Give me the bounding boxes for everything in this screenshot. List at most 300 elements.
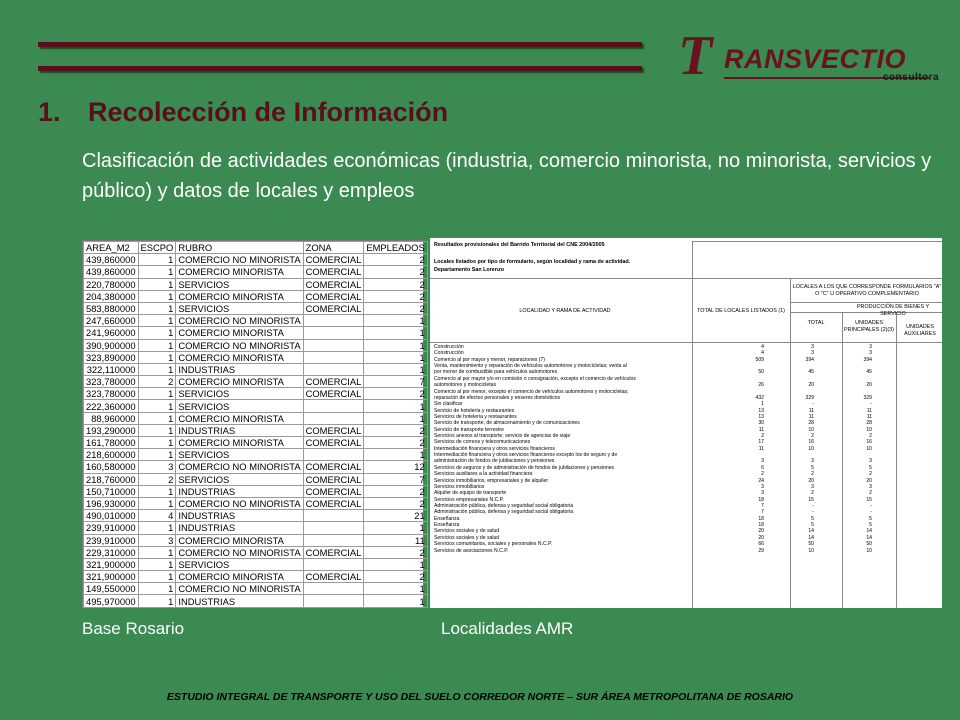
cell-rubro: SERVICIOS xyxy=(176,302,303,314)
cell-escpo: 1 xyxy=(138,254,176,266)
amr-header-group: LOCALES A LOS QUE CORRESPONDE FORMULARIOS "A" O "C" U OPERATIVO COMPLEMENTARIO xyxy=(792,284,942,297)
cell-area: 495,970000 xyxy=(84,595,139,607)
amr-cell-principales: 15 xyxy=(866,496,872,503)
cell-zona xyxy=(303,327,364,339)
amr-cell-subtotal: 50 xyxy=(808,541,814,548)
amr-cell-activity: Servicios de asociaciones N.C.P. xyxy=(434,547,509,554)
amr-row xyxy=(434,548,942,554)
amr-cell-total: 6 xyxy=(761,464,764,471)
cell-empleados: 1 xyxy=(364,449,427,461)
amr-cell-subtotal: - xyxy=(812,502,814,509)
amr-cell-total: 3 xyxy=(761,483,764,490)
cell-area: 150,710000 xyxy=(84,485,139,497)
amr-cell-principales: 10 xyxy=(866,547,872,554)
amr-cell-activity: reparación de efectos personales y enseres domésticos xyxy=(434,394,560,401)
cell-area: 193,290000 xyxy=(84,424,139,436)
cell-empleados: 1 xyxy=(364,315,427,327)
amr-cell-principales: 2 xyxy=(869,490,872,497)
amr-cell-subtotal: 3 xyxy=(811,344,814,350)
amr-cell-activity: Administración pública, defensa y seguridad social obligatoria xyxy=(434,502,574,509)
amr-cell-subtotal: 3 xyxy=(811,483,814,490)
amr-grid-line xyxy=(692,241,942,242)
amr-cell-activity: Servicio de transporte terrestre xyxy=(434,426,504,433)
cell-rubro: COMERCIO MINORISTA xyxy=(176,290,303,302)
cell-area: 321,900000 xyxy=(84,571,139,583)
cell-zona: COMERCIAL xyxy=(303,437,364,449)
amr-cell-principales: 45 xyxy=(866,369,872,376)
cell-zona: COMERCIAL xyxy=(303,461,364,473)
amr-cell-principales: 28 xyxy=(866,420,872,427)
amr-cell-activity: Servicio de transporte, de almacenamiento y de comunicaciones xyxy=(434,420,580,427)
cell-rubro: COMERCIO MINORISTA xyxy=(176,376,303,388)
amr-cell-subtotal: 2 xyxy=(811,471,814,478)
cell-rubro: INDUSTRIAS xyxy=(176,510,303,522)
cell-area: 323,890000 xyxy=(84,351,139,363)
page-title xyxy=(38,97,448,128)
table-row xyxy=(84,266,428,278)
cell-empleados: 2 xyxy=(364,571,427,583)
cell-zona: COMERCIAL xyxy=(303,497,364,509)
cell-zona: COMERCIAL xyxy=(303,473,364,485)
table-row xyxy=(84,376,428,388)
amr-cell-activity: Comercio al por menor, excepto el comercio de vehículos automotores y motocicletas; xyxy=(434,388,629,395)
cell-empleados: 2 xyxy=(364,424,427,436)
amr-cell-activity: Servicios auxiliares a la actividad financiera xyxy=(434,471,533,478)
amr-cell-activity: Servicios inmobiliarios, empresariales y de alquiler xyxy=(434,477,549,484)
amr-cell-activity: Servicios sociales y de salud xyxy=(434,534,500,541)
amr-cell-principales: 3 xyxy=(869,458,872,465)
amr-cell-principales: 3 xyxy=(869,350,872,357)
cell-area: 321,900000 xyxy=(84,558,139,570)
amr-cell-subtotal: 15 xyxy=(808,496,814,503)
cell-empleados: 1 xyxy=(364,583,427,595)
cell-area: 439,860000 xyxy=(84,266,139,278)
amr-cell-subtotal: 394 xyxy=(805,356,814,363)
amr-cell-activity: Servicios comunitarios, sociales y personales N.C.P. xyxy=(434,541,553,548)
amr-cell-subtotal: 5 xyxy=(811,515,814,522)
cell-rubro: COMERCIO NO MINORISTA xyxy=(176,339,303,351)
cell-rubro: SERVICIOS xyxy=(176,558,303,570)
table-row xyxy=(84,400,428,412)
amr-cell-total: 20 xyxy=(758,528,764,535)
col-header-empleados: EMPLEADOS xyxy=(364,242,427,254)
cell-rubro: SERVICIOS xyxy=(176,388,303,400)
cell-escpo: 1 xyxy=(138,388,176,400)
table-row xyxy=(84,424,428,436)
amr-header-total: TOTAL DE LOCALES LISTADOS (1) xyxy=(697,308,785,314)
amr-cell-subtotal: 28 xyxy=(808,420,814,427)
amr-cell-subtotal: 2 xyxy=(811,433,814,440)
amr-header-activity: LOCALIDAD Y RAMA DE ACTIVIDAD xyxy=(519,308,611,314)
cell-escpo: 1 xyxy=(138,327,176,339)
amr-header-auxiliares: UNIDADES AUXILIARES xyxy=(904,324,936,337)
amr-cell-principales: 50 xyxy=(866,541,872,548)
amr-cell-subtotal: 10 xyxy=(808,426,814,433)
table-row xyxy=(84,412,428,424)
amr-cell-subtotal: 20 xyxy=(808,382,814,389)
cell-zona xyxy=(303,339,364,351)
amr-cell-total: 509 xyxy=(755,356,764,363)
amr-cell-total: 3 xyxy=(761,490,764,497)
amr-cell-total: 13 xyxy=(758,407,764,414)
cell-rubro: COMERCIO MINORISTA xyxy=(176,266,303,278)
cell-rubro: COMERCIO NO MINORISTA xyxy=(176,461,303,473)
table-row xyxy=(84,302,428,314)
amr-cell-subtotal: 5 xyxy=(811,522,814,529)
table-row xyxy=(84,315,428,327)
cell-escpo: 1 xyxy=(138,546,176,558)
cell-empleados: 2 xyxy=(364,302,427,314)
rosario-table xyxy=(83,241,428,608)
section-title: Recolección de Información xyxy=(88,97,449,127)
amr-cell-activity: Venta, mantenimiento y reparación de vehículos automotores y motocicletas; venta al xyxy=(434,363,627,370)
cell-escpo: 1 xyxy=(138,558,176,570)
logo-initial: T xyxy=(678,25,713,87)
cell-area: 490,010000 xyxy=(84,510,139,522)
cell-rubro: INDUSTRIAS xyxy=(176,595,303,607)
amr-cell-principales: 11 xyxy=(866,407,872,414)
cell-empleados: 1 xyxy=(364,363,427,375)
cell-rubro: COMERCIO MINORISTA xyxy=(176,327,303,339)
table-row xyxy=(84,522,428,534)
cell-area: 239,910000 xyxy=(84,534,139,546)
table-row xyxy=(84,571,428,583)
cell-empleados: 12 xyxy=(364,461,427,473)
cell-zona xyxy=(303,595,364,607)
amr-cell-subtotal: 3 xyxy=(811,458,814,465)
amr-cell-activity: Servicio de hotelería y restaurantes xyxy=(434,407,515,414)
rosario-header-row xyxy=(84,242,428,254)
amr-table-image xyxy=(430,238,942,608)
cell-escpo: 1 xyxy=(138,400,176,412)
cell-area: 583,880000 xyxy=(84,302,139,314)
amr-cell-total: 7 xyxy=(761,509,764,516)
cell-zona: COMERCIAL xyxy=(303,424,364,436)
table-row xyxy=(84,534,428,546)
amr-table-body xyxy=(434,344,942,554)
cell-escpo: 1 xyxy=(138,266,176,278)
cell-zona xyxy=(303,510,364,522)
amr-cell-subtotal: 11 xyxy=(808,407,814,414)
cell-zona: COMERCIAL xyxy=(303,388,364,400)
amr-cell-total: 11 xyxy=(758,426,764,433)
cell-zona: COMERCIAL xyxy=(303,485,364,497)
table-row xyxy=(84,290,428,302)
amr-cell-activity: Intermediación financiera y otros servicios financieros excepto los de seguro y de xyxy=(434,452,618,459)
amr-cell-subtotal: 329 xyxy=(805,394,814,401)
cell-zona: COMERCIAL xyxy=(303,546,364,558)
amr-grid-line xyxy=(430,342,942,343)
transvectio-logo xyxy=(674,24,944,88)
amr-cell-total: 2 xyxy=(761,471,764,478)
amr-cell-principales: - xyxy=(870,401,872,408)
amr-cell-subtotal: 14 xyxy=(808,528,814,535)
cell-area: 239,910000 xyxy=(84,522,139,534)
cell-empleados: 1 xyxy=(364,522,427,534)
amr-cell-principales: 5 xyxy=(869,515,872,522)
cell-rubro: SERVICIOS xyxy=(176,400,303,412)
cell-area: 220,780000 xyxy=(84,278,139,290)
amr-cell-principales: 3 xyxy=(869,483,872,490)
amr-title-line: Resultados provisionales del Barrido Territorial del CNE 2004/2005 xyxy=(434,242,605,248)
col-header-rubro: RUBRO xyxy=(176,242,303,254)
table-row xyxy=(84,254,428,266)
cell-zona: COMERCIAL xyxy=(303,278,364,290)
cell-empleados: 1 xyxy=(364,595,427,607)
amr-cell-principales: 2 xyxy=(869,471,872,478)
amr-cell-total: 3 xyxy=(761,458,764,465)
cell-escpo: 2 xyxy=(138,473,176,485)
cell-rubro: COMERCIO MINORISTA xyxy=(176,351,303,363)
cell-rubro: SERVICIOS xyxy=(176,473,303,485)
amr-cell-activity: Servicios anexos al transporte; servicio de agencias de viaje xyxy=(434,433,571,440)
cell-area: 218,600000 xyxy=(84,449,139,461)
cell-rubro: COMERCIO NO MINORISTA xyxy=(176,315,303,327)
amr-header-prod: PRODUCCIÓN DE BIENES Y SERVICIO xyxy=(856,304,930,317)
cell-empleados: 2 xyxy=(364,546,427,558)
amr-cell-subtotal: 3 xyxy=(811,350,814,357)
cell-zona: COMERCIAL xyxy=(303,571,364,583)
amr-cell-subtotal: 20 xyxy=(808,477,814,484)
amr-cell-principales: 2 xyxy=(869,433,872,440)
amr-cell-activity: Enseñanza xyxy=(434,522,460,529)
table-row xyxy=(84,449,428,461)
cell-empleados: 2 xyxy=(364,485,427,497)
cell-area: 149,550000 xyxy=(84,583,139,595)
table-row xyxy=(84,595,428,607)
top-rule-1 xyxy=(38,42,642,47)
table-row xyxy=(84,363,428,375)
logo-subtitle: consultora xyxy=(883,72,940,83)
amr-cell-total: 432 xyxy=(755,394,764,401)
table-row xyxy=(84,510,428,522)
cell-escpo: 1 xyxy=(138,302,176,314)
amr-cell-total: 50 xyxy=(758,369,764,376)
cell-rubro: SERVICIOS xyxy=(176,449,303,461)
cell-zona: COMERCIAL xyxy=(303,266,364,278)
cell-escpo: 3 xyxy=(138,534,176,546)
cell-area: 229,310000 xyxy=(84,546,139,558)
amr-cell-total: 4 xyxy=(761,344,764,350)
cell-empleados: 2 xyxy=(364,388,427,400)
amr-cell-activity: Enseñanza xyxy=(434,515,460,522)
cell-area: 322,110000 xyxy=(84,363,139,375)
cell-empleados: 1 xyxy=(364,327,427,339)
amr-cell-principales: 14 xyxy=(866,528,872,535)
cell-area: 439,860000 xyxy=(84,254,139,266)
amr-grid-line xyxy=(430,278,942,279)
cell-empleados: 7 xyxy=(364,473,427,485)
amr-cell-total: 20 xyxy=(758,534,764,541)
caption-base-rosario: Base Rosario xyxy=(82,619,185,638)
amr-cell-total: 26 xyxy=(758,382,764,389)
amr-cell-total: 30 xyxy=(758,420,764,427)
amr-cell-activity: Servicios de correos y telecomunicaciones xyxy=(434,439,531,446)
section-number: 1. xyxy=(38,97,61,127)
cell-zona xyxy=(303,412,364,424)
section-description: Clasificación de actividades económicas (industria, comercio minorista, no minorista, servicios y público) y datos de locales y empleos xyxy=(82,150,932,202)
cell-area: 161,780000 xyxy=(84,437,139,449)
cell-zona xyxy=(303,400,364,412)
amr-cell-activity: Intermediación financiera y otros servicios financieros xyxy=(434,445,555,452)
cell-escpo: 1 xyxy=(138,278,176,290)
logo-word: RANSVECTIO xyxy=(724,44,907,74)
amr-cell-total: 11 xyxy=(758,445,764,452)
cell-rubro: INDUSTRIAS xyxy=(176,485,303,497)
amr-cell-subtotal: - xyxy=(812,509,814,516)
cell-area: 218,760000 xyxy=(84,473,139,485)
amr-cell-principales: 14 xyxy=(866,534,872,541)
amr-cell-total: 13 xyxy=(758,413,764,420)
table-row xyxy=(84,461,428,473)
amr-cell-principales: - xyxy=(870,502,872,509)
table-row xyxy=(84,546,428,558)
cell-zona: COMERCIAL xyxy=(303,254,364,266)
amr-header-sub-total: TOTAL xyxy=(807,320,825,326)
cell-empleados: 2 xyxy=(364,278,427,290)
cell-area: 196,930000 xyxy=(84,497,139,509)
amr-cell-principales: 394 xyxy=(863,356,872,363)
amr-cell-principales: 329 xyxy=(863,394,872,401)
amr-cell-activity: Servicios sociales y de salud xyxy=(434,528,500,535)
amr-table-titles xyxy=(434,241,694,275)
cell-zona xyxy=(303,351,364,363)
cell-escpo: 2 xyxy=(138,376,176,388)
cell-escpo: 1 xyxy=(138,583,176,595)
cell-rubro: INDUSTRIAS xyxy=(176,522,303,534)
cell-escpo: 1 xyxy=(138,363,176,375)
cell-empleados: 1 xyxy=(364,339,427,351)
cell-empleados: 1 xyxy=(364,351,427,363)
cell-area: 160,580000 xyxy=(84,461,139,473)
cell-rubro: INDUSTRIAS xyxy=(176,363,303,375)
cell-zona xyxy=(303,522,364,534)
cell-area: 204,380000 xyxy=(84,290,139,302)
col-header-area: AREA_M2 xyxy=(84,242,139,254)
cell-rubro: INDUSTRIAS xyxy=(176,424,303,436)
cell-escpo: 1 xyxy=(138,449,176,461)
cell-escpo: 3 xyxy=(138,461,176,473)
table-row xyxy=(84,388,428,400)
cell-area: 241,960000 xyxy=(84,327,139,339)
amr-cell-subtotal: 14 xyxy=(808,534,814,541)
cell-zona xyxy=(303,534,364,546)
amr-cell-subtotal: 16 xyxy=(808,439,814,446)
amr-cell-subtotal: 10 xyxy=(808,547,814,554)
amr-cell-activity: Construcción xyxy=(434,344,464,350)
cell-escpo: 1 xyxy=(138,437,176,449)
cell-rubro: COMERCIO MINORISTA xyxy=(176,437,303,449)
amr-cell-principales: 10 xyxy=(866,445,872,452)
amr-cell-total: 2 xyxy=(761,433,764,440)
cell-empleados: 1 xyxy=(364,400,427,412)
cell-escpo: 1 xyxy=(138,424,176,436)
cell-empleados: 2 xyxy=(364,254,427,266)
cell-zona: COMERCIAL xyxy=(303,302,364,314)
cell-zona xyxy=(303,558,364,570)
cell-escpo: 1 xyxy=(138,522,176,534)
table-row xyxy=(84,437,428,449)
amr-cell-total: 18 xyxy=(758,522,764,529)
amr-cell-principales: 11 xyxy=(866,413,872,420)
cell-area: 323,780000 xyxy=(84,388,139,400)
amr-cell-subtotal: 11 xyxy=(808,413,814,420)
amr-title-line: Departamento San Lorenzo xyxy=(434,267,505,273)
table-row xyxy=(84,339,428,351)
amr-header-principales: UNIDADES PRINCIPALES (2)(3) xyxy=(844,320,894,333)
cell-rubro: COMERCIO NO MINORISTA xyxy=(176,546,303,558)
amr-cell-total: 1 xyxy=(761,401,764,408)
cell-escpo: 1 xyxy=(138,571,176,583)
amr-cell-total: 18 xyxy=(758,515,764,522)
cell-zona: COMERCIAL xyxy=(303,376,364,388)
amr-grid-line xyxy=(790,302,942,303)
cell-rubro: COMERCIO MINORISTA xyxy=(176,534,303,546)
amr-cell-activity: por menor de combustible para vehículos automotores xyxy=(434,369,558,376)
cell-escpo: 1 xyxy=(138,290,176,302)
caption-localidades-amr: Localidades AMR xyxy=(441,619,574,638)
cell-empleados: 21 xyxy=(364,510,427,522)
amr-cell-total: 18 xyxy=(758,496,764,503)
cell-zona xyxy=(303,363,364,375)
amr-cell-principales: 16 xyxy=(866,439,872,446)
cell-empleados: 2 xyxy=(364,497,427,509)
cell-zona: COMERCIAL xyxy=(303,290,364,302)
amr-cell-activity: Servicios empresariales N.C.P. xyxy=(434,496,504,503)
cell-escpo: 1 xyxy=(138,485,176,497)
table-row xyxy=(84,327,428,339)
cell-empleados: 2 xyxy=(364,266,427,278)
amr-cell-activity: Comercio al por mayor y/o en comisión o consignación, excepto el comercio de vehículos xyxy=(434,375,636,382)
amr-cell-activity: Alquiler de equipo de transporte xyxy=(434,490,507,497)
cell-empleados: 2 xyxy=(364,437,427,449)
amr-cell-activity: Comercio al por mayor y menor, reparaciones (7) xyxy=(434,356,545,363)
amr-cell-activity: Sin clasificar xyxy=(434,401,463,408)
amr-cell-subtotal: 45 xyxy=(808,369,814,376)
amr-cell-total: 7 xyxy=(761,502,764,509)
amr-cell-subtotal: 10 xyxy=(808,445,814,452)
table-row xyxy=(84,278,428,290)
rosario-table-image xyxy=(82,240,424,608)
amr-cell-principales: 3 xyxy=(869,344,872,350)
cell-empleados: 7 xyxy=(364,376,427,388)
col-header-escpo: ESCPO xyxy=(138,242,176,254)
cell-zona xyxy=(303,449,364,461)
cell-rubro: COMERCIO NO MINORISTA xyxy=(176,583,303,595)
amr-cell-subtotal: 5 xyxy=(811,464,814,471)
table-row xyxy=(84,497,428,509)
cell-rubro: COMERCIO NO MINORISTA xyxy=(176,497,303,509)
table-row xyxy=(84,351,428,363)
amr-cell-principales: 10 xyxy=(866,426,872,433)
cell-empleados: 1 xyxy=(364,412,427,424)
rosario-table-body xyxy=(84,254,428,607)
cell-area: 88,960000 xyxy=(84,412,139,424)
cell-escpo: 1 xyxy=(138,497,176,509)
cell-area: 323,780000 xyxy=(84,376,139,388)
amr-title-line: Locales listados por tipo de formulario, según localidad y rama de actividad. xyxy=(434,258,631,265)
cell-empleados: 11 xyxy=(364,534,427,546)
footer-text: ESTUDIO INTEGRAL DE TRANSPORTE Y USO DEL SUELO CORREDOR NORTE – SUR ÁREA METROPOLITANA DE ROSARIO xyxy=(166,691,794,703)
cell-escpo: 1 xyxy=(138,412,176,424)
cell-rubro: COMERCIO NO MINORISTA xyxy=(176,254,303,266)
cell-rubro: SERVICIOS xyxy=(176,278,303,290)
cell-rubro: COMERCIO MINORISTA xyxy=(176,571,303,583)
amr-cell-activity: Construcción xyxy=(434,350,464,357)
cell-escpo: 4 xyxy=(138,510,176,522)
table-row xyxy=(84,485,428,497)
table-row xyxy=(84,473,428,485)
